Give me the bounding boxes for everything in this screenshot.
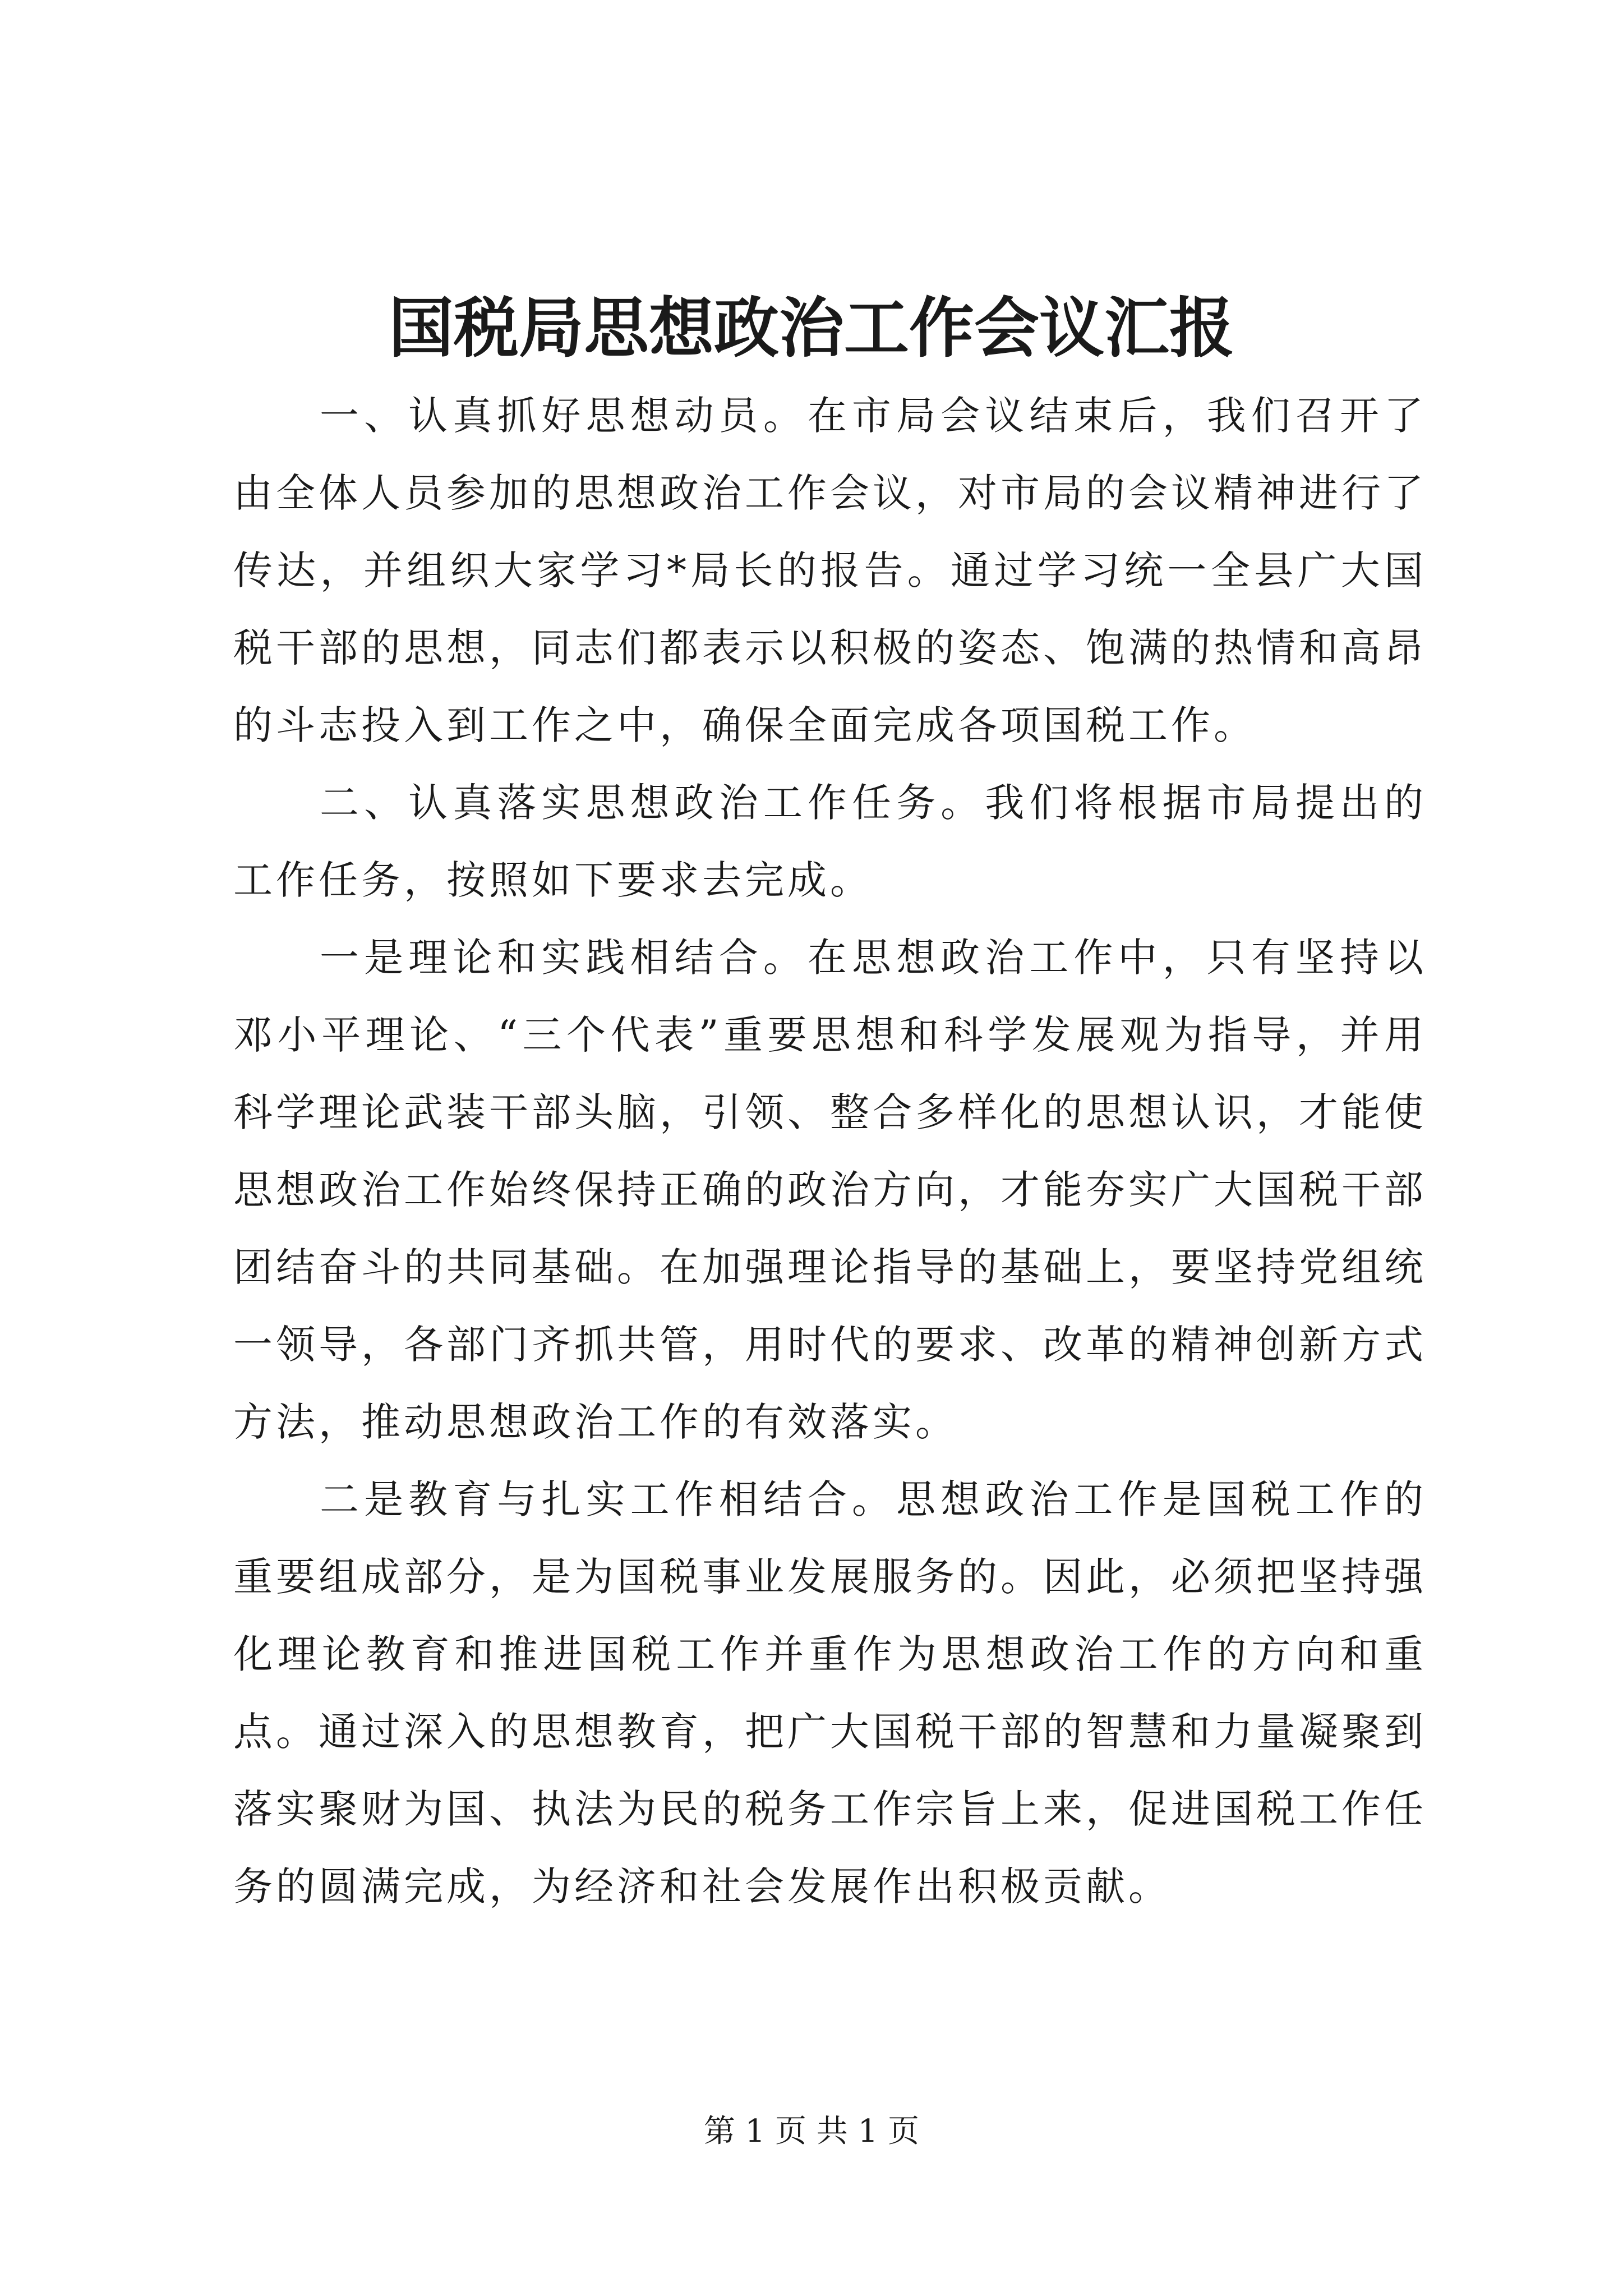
paragraph-2: 二、认真落实思想政治工作任务。我们将根据市局提出的工作任务，按照如下要求去完成。 (233, 780, 1427, 903)
document-title: 国税局思想政治工作会议汇报 (389, 290, 1234, 366)
paragraph-3: 一是理论和实践相结合。在思想政治工作中，只有坚持以邓小平理论、“三个代表”重要思想和科学发展观为指导，并用科学理论武装干部头脑，引领、整合多样化的思想认识，才能使思想政治工作始终保持正确的政治方向，才能夯实广大国税干部团结奋斗的共同基础。在加强理论指导的基础上，要坚持党组统一领导，各部门齐抓共管，用时代的要求、改革的精神创新方式方法，推动思想政治工作的有效落实。 (233, 935, 1427, 1445)
paragraph-4: 二是教育与扎实工作相结合。思想政治工作是国税工作的重要组成部分，是为国税事业发展服务的。因此，必须把坚持强化理论教育和推进国税工作并重作为思想政治工作的方向和重点。通过深入的思想教育，把广大国税干部的智慧和力量凝聚到落实聚财为国、执法为民的税务工作宗旨上来，促进国税工作任务的圆满完成，为经济和社会发展作出积极贡献。 (233, 1476, 1427, 1910)
paragraph-1: 一、认真抓好思想动员。在市局会议结束后，我们召开了由全体人员参加的思想政治工作会议，对市局的会议精神进行了传达，并组织大家学习*局长的报告。通过学习统一全县广大国税干部的思想，同志们都表示以积极的姿态、饱满的热情和高昂的斗志投入到工作之中，确保全面完成各项国税工作。 (233, 393, 1427, 748)
page-number-footer: 第 1 页 共 1 页 (703, 2113, 920, 2150)
document-body (233, 377, 1427, 1925)
